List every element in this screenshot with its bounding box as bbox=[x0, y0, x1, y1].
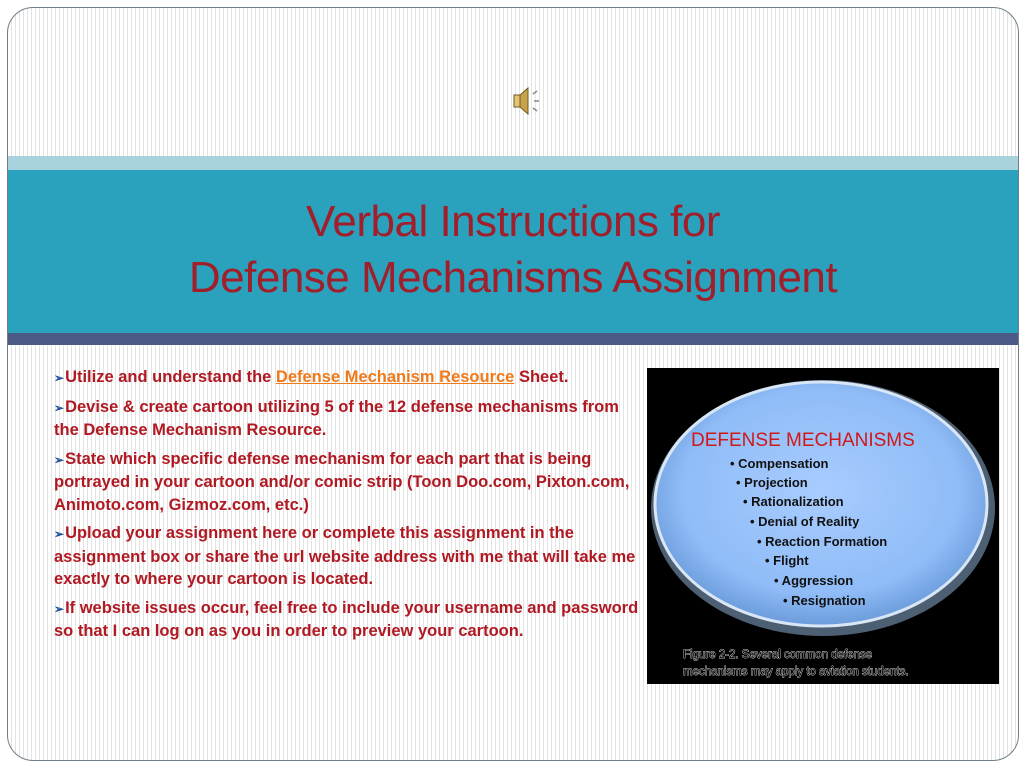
figure-item: • Resignation bbox=[783, 593, 866, 608]
figure-item: • Reaction Formation bbox=[757, 534, 888, 549]
defense-mechanisms-image bbox=[647, 368, 999, 684]
title-line-2: Defense Mechanisms Assignment bbox=[188, 253, 838, 302]
arrow-bullet-icon: ➢ bbox=[54, 527, 65, 541]
figure-item: • Aggression bbox=[774, 573, 854, 588]
bullet-item-2 bbox=[54, 396, 639, 442]
slide-title bbox=[8, 194, 1018, 306]
resource-link[interactable]: Defense Mechanism Resource bbox=[275, 368, 515, 386]
slide bbox=[7, 7, 1019, 761]
figure-caption-line-2: mechanisms may apply to aviation students. bbox=[683, 666, 909, 678]
arrow-bullet-icon: ➢ bbox=[54, 452, 65, 467]
bullet-list bbox=[54, 366, 639, 649]
arrow-bullet-icon: ➢ bbox=[54, 371, 65, 385]
speaker-icon[interactable] bbox=[508, 81, 548, 121]
bullet-item-4 bbox=[54, 522, 639, 591]
bullet-text: Utilize and understand the bbox=[65, 368, 276, 386]
bullet-text: Devise & create cartoon utilizing 5 of the 12 defense mechanisms from the Defense Mechanism Resource. bbox=[54, 397, 619, 439]
arrow-bullet-icon: ➢ bbox=[54, 400, 65, 415]
figure-heading: DEFENSE MECHANISMS bbox=[691, 430, 915, 451]
title-band-bottom bbox=[8, 333, 1018, 345]
figure-item: • Projection bbox=[736, 475, 808, 490]
bullet-item-1 bbox=[54, 366, 639, 390]
bullet-text: Upload your assignment here or complete this assignment in the assignment box or share the url website address with me that will take me exactly to where your cartoon is located. bbox=[54, 524, 636, 588]
figure-item: • Compensation bbox=[730, 456, 829, 471]
bullet-text: State which specific defense mechanism for each part that is being portrayed in your cartoon and/or comic strip (Toon Doo.com, Pixton.com, Animoto.com, Gizmoz.com, etc.) bbox=[54, 449, 630, 514]
figure-item: • Denial of Reality bbox=[750, 514, 860, 529]
defense-mechanisms-figure bbox=[647, 368, 999, 684]
figure-item: • Flight bbox=[765, 553, 809, 568]
bullet-text: Sheet. bbox=[514, 368, 569, 386]
bullet-text: If website issues occur, feel free to include your username and password so that I can log on as you in order to preview your cartoon. bbox=[54, 598, 639, 640]
figure-caption-line-1: Figure 2-2. Several common defense bbox=[683, 649, 873, 661]
figure-item: • Rationalization bbox=[743, 494, 844, 509]
arrow-bullet-icon: ➢ bbox=[54, 601, 65, 616]
bullet-item-5 bbox=[54, 597, 639, 643]
title-line-1: Verbal Instructions for bbox=[305, 197, 721, 246]
bullet-item-3 bbox=[54, 448, 639, 517]
title-band-top bbox=[8, 156, 1018, 170]
